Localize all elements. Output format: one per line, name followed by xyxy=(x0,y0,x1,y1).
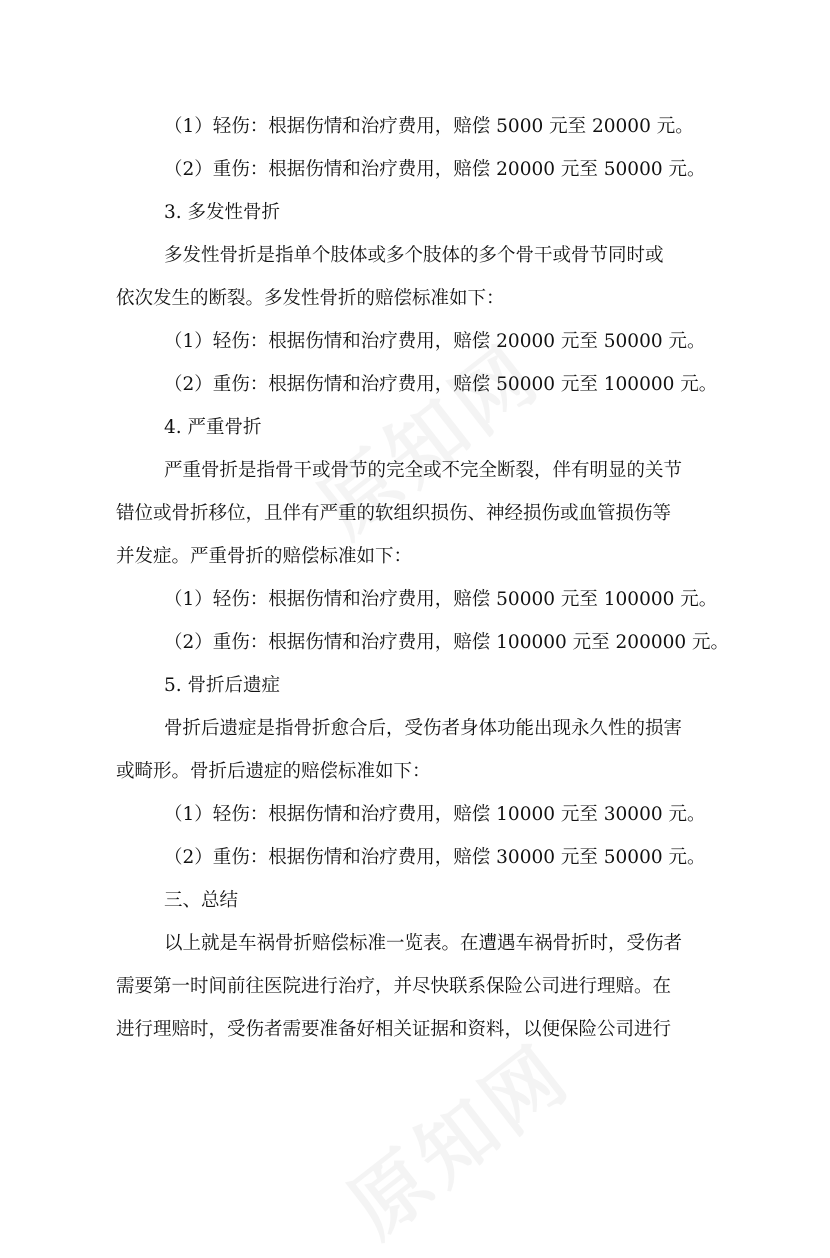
watermark-bottom xyxy=(322,1014,590,1257)
para-line: 进行理赔时，受伤者需要准备好相关证据和资料，以便保险公司进行 xyxy=(116,1019,672,1040)
para-line: 并发症。严重骨折的赔偿标准如下： xyxy=(116,546,413,567)
section-heading: 5. 骨折后遗症 xyxy=(164,675,281,696)
para-line: 错位或骨折移位，且伴有严重的软组织损伤、神经损伤或血管损伤等 xyxy=(116,503,672,524)
para-line: （2）重伤：根据伤情和治疗费用，赔偿 30000 元至 50000 元。 xyxy=(164,847,706,868)
para-line: 骨折后遗症是指骨折愈合后，受伤者身体功能出现永久性的损害 xyxy=(164,718,683,739)
section-heading: 3. 多发性骨折 xyxy=(164,202,281,223)
para-line: （1）轻伤：根据伤情和治疗费用，赔偿 5000 元至 20000 元。 xyxy=(164,116,694,137)
para-line: （2）重伤：根据伤情和治疗费用，赔偿 20000 元至 50000 元。 xyxy=(164,159,706,180)
para-line: （1）轻伤：根据伤情和治疗费用，赔偿 10000 元至 30000 元。 xyxy=(164,804,706,825)
para-line: 以上就是车祸骨折赔偿标准一览表。在遭遇车祸骨折时，受伤者 xyxy=(164,933,683,954)
section-heading: 三、总结 xyxy=(164,890,239,911)
para-line: 严重骨折是指骨干或骨节的完全或不完全断裂，伴有明显的关节 xyxy=(164,460,683,481)
para-line: 多发性骨折是指单个肢体或多个肢体的多个骨干或骨节同时或 xyxy=(164,245,664,266)
para-line: （2）重伤：根据伤情和治疗费用，赔偿 100000 元至 200000 元。 xyxy=(164,632,730,653)
section-heading: 4. 严重骨折 xyxy=(164,417,262,438)
para-line: （1）轻伤：根据伤情和治疗费用，赔偿 50000 元至 100000 元。 xyxy=(164,589,718,610)
para-line: （2）重伤：根据伤情和治疗费用，赔偿 50000 元至 100000 元。 xyxy=(164,374,718,395)
para-line: 需要第一时间前往医院进行治疗，并尽快联系保险公司进行理赔。在 xyxy=(116,976,672,997)
para-line: 依次发生的断裂。多发性骨折的赔偿标准如下： xyxy=(116,288,505,309)
para-line: （1）轻伤：根据伤情和治疗费用，赔偿 20000 元至 50000 元。 xyxy=(164,331,706,352)
para-line: 或畸形。骨折后遗症的赔偿标准如下： xyxy=(116,761,431,782)
